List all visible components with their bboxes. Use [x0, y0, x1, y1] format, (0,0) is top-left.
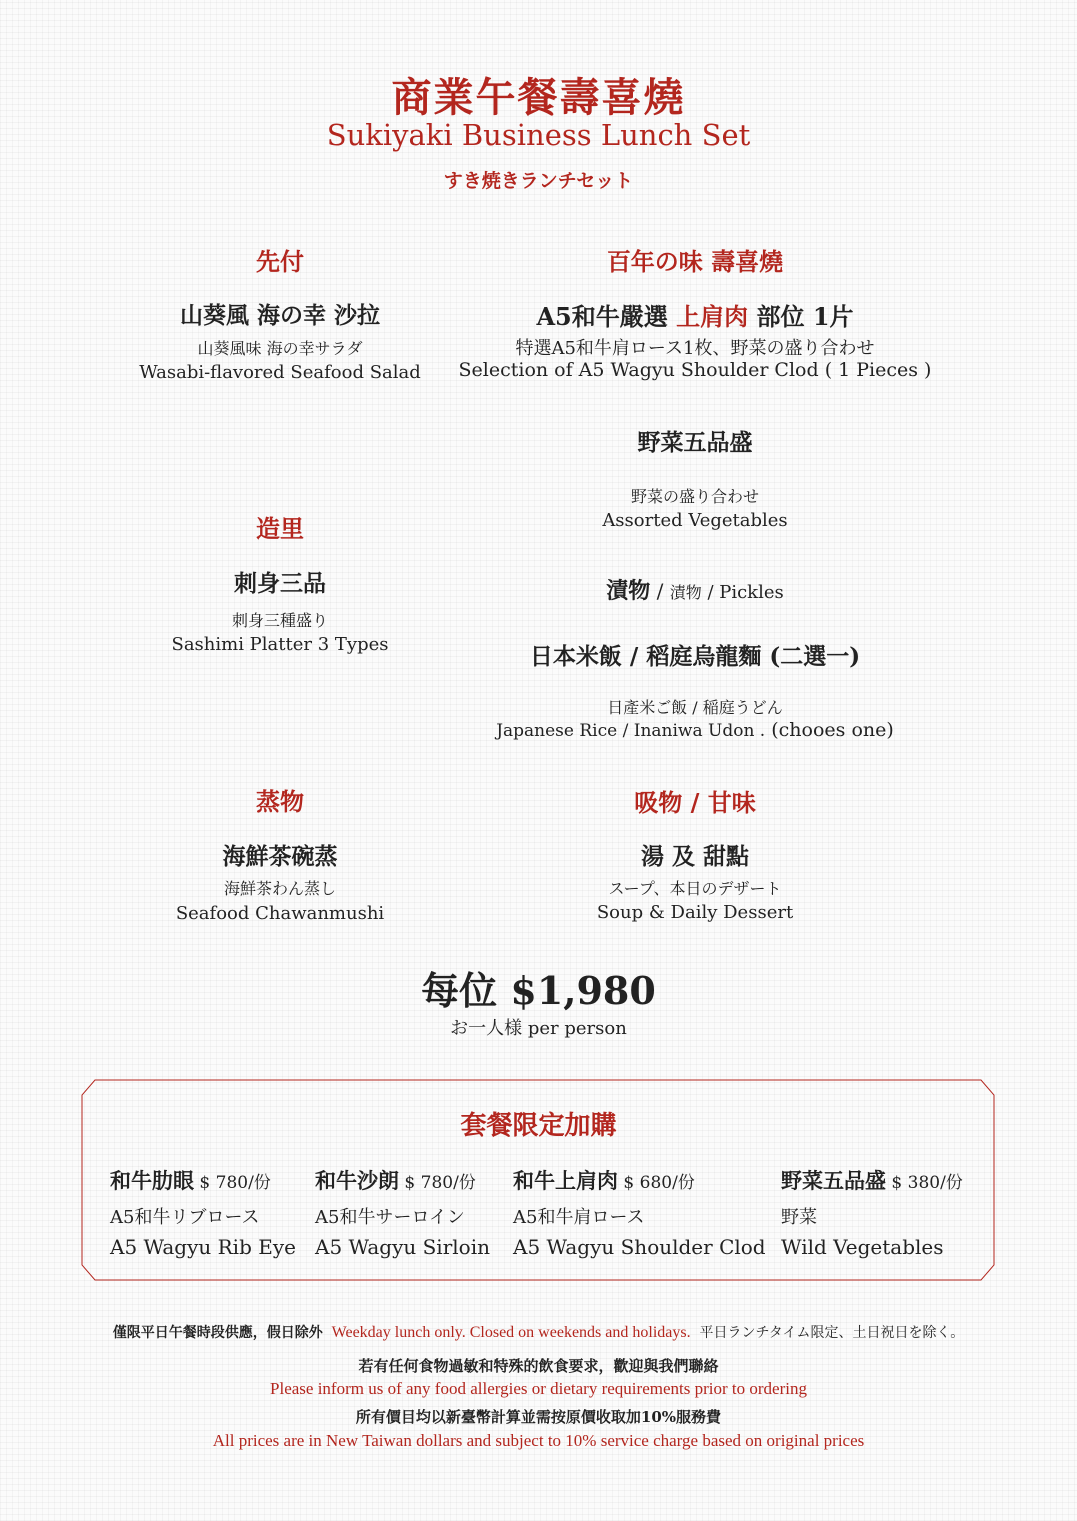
addon-name-en: Wild Vegetables [781, 1235, 944, 1259]
weekday-notice [0, 1322, 1077, 1342]
addon-title: 套餐限定加購 [460, 1111, 617, 1141]
allergy-notice-zh: 若有任何食物過敏和特殊的飲食要求，歡迎與我們聯絡 [358, 1357, 719, 1375]
sukiyaki-main-dish [445, 297, 945, 332]
weekday-notice-zh: 僅限平日午餐時段供應，假日除外 [112, 1325, 323, 1341]
weekday-notice-en: Weekday lunch only. Closed on weekends and holidays. [331, 1324, 691, 1341]
addon-name: 和牛沙朗 [315, 1168, 399, 1193]
section-heading-tsukuri: 造里 [256, 514, 304, 543]
pickles-en: Pickles [719, 582, 784, 603]
addon-item-shoulder-clod [513, 1165, 766, 1259]
rice-udon-dish-en-line [445, 719, 945, 741]
addon-price: $ 780/份 [399, 1173, 476, 1193]
rice-udon-dish-zh: 日本米飯 / 稻庭烏龍麵 (二選一) [529, 643, 861, 670]
dish-name-en: Soup & Daily Dessert [596, 902, 794, 923]
dish-name-en: Sashimi Platter 3 Types [171, 634, 389, 655]
vegetables-dish-jp: 野菜の盛り合わせ [630, 487, 759, 506]
sukiyaki-main-highlight: 上肩肉 [676, 302, 749, 331]
dish-name-zh: 海鮮茶碗蒸 [222, 843, 338, 870]
allergy-notice-en: Please inform us of any food allergies or dietary requirements prior to ordering [270, 1379, 807, 1398]
pickles-zh: 漬物 [606, 578, 651, 604]
addon-name: 和牛肋眼 [110, 1168, 194, 1193]
dish-name-en: Seafood Chawanmushi [175, 903, 385, 924]
addon-item-rib-eye [110, 1165, 296, 1259]
section-heading-sakizuke: 先付 [256, 247, 304, 276]
sukiyaki-main-jp: 特選A5和牛肩ロース1枚、野菜の盛り合わせ [515, 338, 875, 359]
service-charge-notice-en: All prices are in New Taiwan dollars and subject to 10% service charge based on original prices [212, 1431, 865, 1450]
pickles-line [445, 574, 945, 605]
set-price: 每位 $1,980 [421, 968, 656, 1013]
section-heading-sukiyaki: 百年の味 壽喜燒 [606, 247, 784, 276]
vegetables-dish-en: Assorted Vegetables [602, 510, 788, 531]
dish-name-zh: 刺身三品 [234, 570, 326, 597]
pickles-jp: 漬物 [669, 583, 702, 602]
pickles-separator: / [650, 579, 670, 603]
addon-item-vegetables [781, 1165, 963, 1259]
addon-name-en: A5 Wagyu Sirloin [315, 1235, 490, 1259]
menu-title-zh: 商業午餐壽喜燒 [391, 74, 686, 121]
dish-name-zh: 山葵風 海の幸 沙拉 [179, 302, 380, 329]
dish-name-jp: 刺身三種盛り [231, 611, 328, 630]
choose-one-note: (chooes one) [765, 719, 894, 741]
addon-name-jp: A5和牛肩ロース [513, 1207, 645, 1228]
addon-price: $ 380/份 [886, 1173, 963, 1193]
section-heading-suimono: 吸物 / 甘味 [634, 788, 756, 817]
sukiyaki-main-suffix: 部位 1片 [748, 302, 854, 331]
section-heading-mushimono: 蒸物 [256, 787, 304, 816]
dish-name-zh: 湯 及 甜點 [640, 843, 749, 870]
rice-udon-dish-en: Japanese Rice / Inaniwa Udon . [496, 721, 766, 741]
addon-name-en: A5 Wagyu Rib Eye [110, 1235, 296, 1259]
addon-name-jp: A5和牛リブロース [110, 1207, 260, 1228]
sukiyaki-main-en: Selection of A5 Wagyu Shoulder Clod ( 1 Pieces ) [458, 359, 932, 381]
addon-price: $ 680/份 [618, 1173, 695, 1193]
menu-title-jp: すき焼きランチセット [443, 170, 634, 192]
dish-name-jp: 山葵風味 海の幸サラダ [197, 339, 363, 358]
addon-name: 野菜五品盛 [781, 1168, 886, 1193]
addon-name: 和牛上肩肉 [513, 1168, 618, 1193]
service-charge-notice-zh: 所有價目均以新臺幣計算並需按原價收取加10%服務費 [355, 1408, 722, 1426]
addon-name-en: A5 Wagyu Shoulder Clod [513, 1235, 766, 1259]
dish-name-jp: スープ、本日のデザート [608, 879, 782, 898]
sukiyaki-main-prefix: A5和牛嚴選 [536, 302, 677, 331]
vegetables-dish-zh: 野菜五品盛 [637, 429, 753, 456]
weekday-notice-jp: 平日ランチタイム限定、土日祝日を除く。 [699, 1325, 965, 1341]
dish-name-jp: 海鮮茶わん蒸し [223, 879, 336, 898]
menu-title-en: Sukiyaki Business Lunch Set [326, 118, 751, 152]
addon-name-jp: A5和牛サーロイン [315, 1207, 465, 1228]
addon-price: $ 780/份 [194, 1173, 271, 1193]
price-per-person-note: お一人様 per person [450, 1018, 627, 1039]
addon-item-sirloin [315, 1165, 490, 1259]
addon-name-jp: 野菜 [781, 1207, 817, 1228]
pickles-separator: / [701, 582, 720, 603]
rice-udon-dish-jp: 日產米ご飯 / 稲庭うどん [607, 698, 783, 717]
dish-name-en: Wasabi-flavored Seafood Salad [139, 362, 421, 383]
